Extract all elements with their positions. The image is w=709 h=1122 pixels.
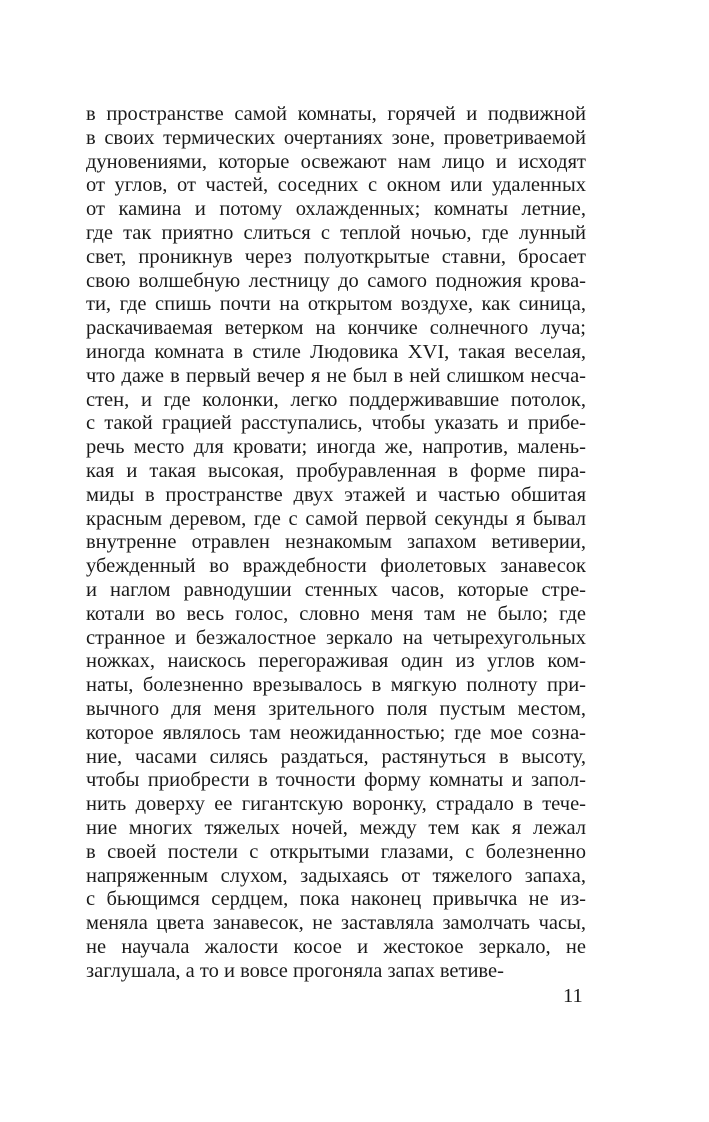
text-line: которое являлось там неожиданностью; где мое созна- — [86, 721, 586, 744]
page-number: 11 — [563, 985, 583, 1007]
text-line: что даже в первый вечер я не был в ней слишком несча- — [86, 364, 586, 387]
text-line: раскачиваемая ветерком на кончике солнечного луча; — [86, 317, 586, 340]
text-line: и наглом равнодушии стенных часов, которые стре- — [86, 578, 586, 601]
text-line: ти, где спишь почти на открытом воздухе, как синица, — [86, 293, 586, 316]
text-line: от углов, от частей, соседних с окном или удаленных — [86, 174, 586, 197]
text-line: убежденный во враждебности фиолетовых занавесок — [86, 555, 586, 578]
text-line: заглушала, а то и вовсе прогоняла запах ветиве- — [86, 959, 504, 982]
text-line: напряженным слухом, задыхаясь от тяжелого запаха, — [86, 864, 586, 887]
text-line: вычного для меня зрительного поля пустым местом, — [86, 697, 586, 720]
text-line: в пространстве самой комнаты, горячей и подвижной — [86, 103, 586, 125]
text-line: ножках, наискось перегораживая один из углов ком- — [86, 650, 586, 673]
text-line: свою волшебную лестницу до самого подножия крова- — [86, 269, 586, 292]
text-line: котали во весь голос, словно меня там не было; где — [86, 602, 586, 625]
body-text — [86, 103, 586, 983]
text-line: иногда комната в стиле Людовика XVI, такая веселая, — [86, 340, 586, 363]
text-line: стен, и где колонки, легко поддерживавшие потолок, — [86, 388, 586, 411]
text-line: дуновениями, которые освежают нам лицо и исходят — [86, 150, 586, 173]
text-line: в своих термических очертаниях зоне, проветриваемой — [86, 126, 586, 149]
text-line: красным деревом, где с самой первой секунды я бывал — [86, 507, 586, 530]
text-line: наты, болезненно врезывалось в мягкую полноту при- — [86, 674, 586, 697]
text-line: с бьющимся сердцем, пока наконец привычка не из- — [86, 888, 586, 911]
text-line: с такой грацией расступались, чтобы указать и прибе- — [86, 412, 586, 435]
text-line: чтобы приобрести в точности форму комнаты и запол- — [86, 769, 586, 792]
text-line: нить доверху ее гигантскую воронку, страдало в тече- — [86, 793, 586, 816]
text-line: не научала жалости косое и жестокое зеркало, не — [86, 935, 586, 958]
text-line: где так приятно слиться с теплой ночью, где лунный — [86, 221, 586, 244]
text-line: миды в пространстве двух этажей и частью обшитая — [86, 483, 586, 506]
text-line: в своей постели с открытыми глазами, с болезненно — [86, 840, 586, 863]
text-line: ние многих тяжелых ночей, между тем как я лежал — [86, 816, 586, 839]
text-line: от камина и потому охлажденных; комнаты летние, — [86, 198, 586, 221]
text-line: кая и такая высокая, пробуравленная в форме пира- — [86, 459, 586, 482]
text-line: речь место для кровати; иногда же, напротив, малень- — [86, 436, 586, 459]
text-line: свет, проникнув через полуоткрытые ставни, бросает — [86, 245, 586, 268]
text-line: ние, часами силясь раздаться, растянуться в высоту, — [86, 745, 586, 768]
text-line: меняла цвета занавесок, не заставляла замолчать часы, — [86, 912, 586, 935]
text-line: странное и безжалостное зеркало на четырехугольных — [86, 626, 586, 649]
text-line: внутренне отравлен незнакомым запахом ветиверии, — [86, 531, 586, 554]
